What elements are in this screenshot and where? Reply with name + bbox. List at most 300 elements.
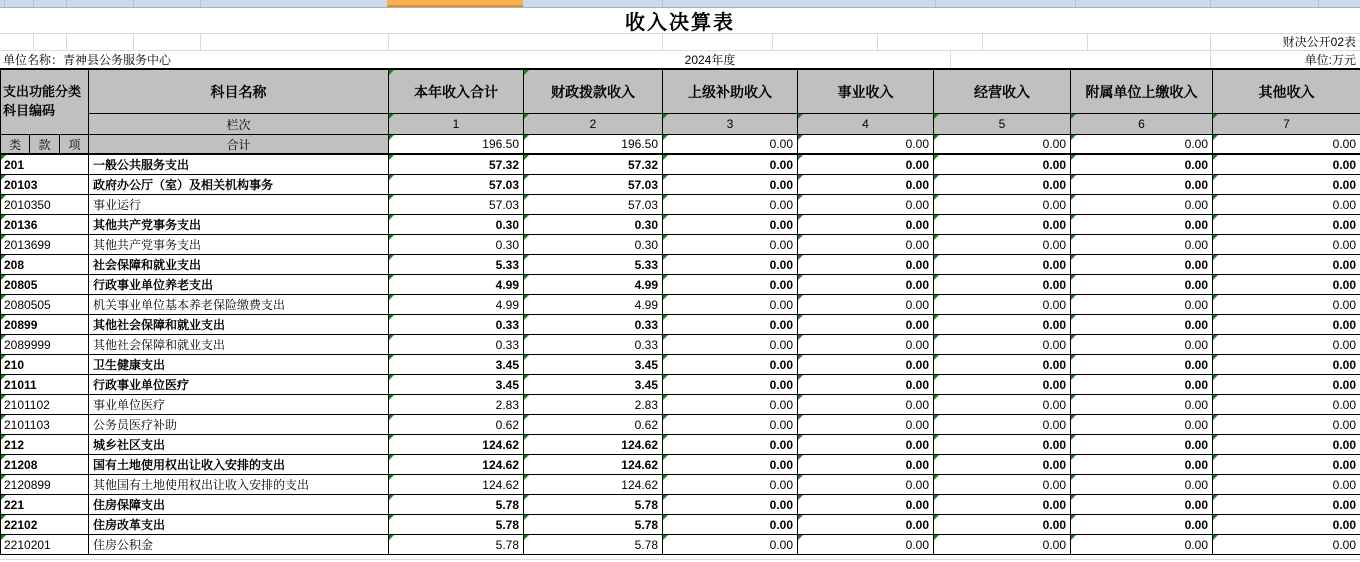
column-index-header[interactable] xyxy=(89,114,389,135)
value-cell-text: 0.00 xyxy=(905,477,929,492)
value-cell-text: 0.00 xyxy=(1184,177,1208,192)
value-cell-text: 0.62 xyxy=(495,417,519,432)
total-value-cell-text: 0.00 xyxy=(769,137,793,151)
value-cell[interactable] xyxy=(524,295,663,315)
row-name-cell[interactable] xyxy=(89,375,389,395)
value-cell[interactable] xyxy=(663,255,798,275)
row-code-cell[interactable] xyxy=(1,535,89,555)
error-indicator-triangle xyxy=(1,495,6,500)
error-indicator-triangle xyxy=(1071,175,1076,180)
code-sub-header-kuan[interactable]: 款 xyxy=(30,135,60,153)
total-value-cell[interactable] xyxy=(663,135,798,155)
value-cell[interactable] xyxy=(934,255,1071,275)
value-cell-text: 0.00 xyxy=(905,537,929,552)
value-cell-text: 124.62 xyxy=(482,437,519,452)
total-value-cell[interactable] xyxy=(1071,135,1213,155)
col-index-cell[interactable] xyxy=(934,114,1071,135)
col-header-business-income[interactable] xyxy=(798,70,934,114)
value-cell-text: 0.00 xyxy=(1042,497,1066,512)
value-cell[interactable] xyxy=(663,475,798,495)
value-cell-text: 0.00 xyxy=(1042,297,1066,312)
error-indicator-triangle xyxy=(1,435,6,440)
value-cell[interactable] xyxy=(798,295,934,315)
value-cell[interactable] xyxy=(1071,395,1213,415)
error-indicator-triangle xyxy=(1071,155,1076,160)
value-cell[interactable] xyxy=(524,475,663,495)
value-cell-text: 0.00 xyxy=(905,517,929,532)
row-name-cell[interactable] xyxy=(89,315,389,335)
value-cell[interactable] xyxy=(1213,155,1360,175)
value-cell[interactable] xyxy=(524,355,663,375)
value-cell-text: 0.00 xyxy=(905,417,929,432)
value-cell-text: 5.78 xyxy=(634,537,658,552)
row-name-cell-text: 其他共产党事务支出 xyxy=(93,218,202,232)
value-cell[interactable] xyxy=(1213,215,1360,235)
value-cell[interactable] xyxy=(1071,415,1213,435)
total-row-label-cell[interactable] xyxy=(89,135,389,155)
row-code-cell[interactable] xyxy=(1,375,89,395)
row-name-cell[interactable] xyxy=(89,275,389,295)
error-indicator-triangle xyxy=(934,215,939,220)
error-indicator-triangle xyxy=(1,455,6,460)
value-cell-text: 0.00 xyxy=(1332,237,1356,252)
value-cell[interactable] xyxy=(934,155,1071,175)
value-cell[interactable] xyxy=(524,255,663,275)
value-cell[interactable] xyxy=(389,175,524,195)
selected-column-highlight[interactable] xyxy=(387,0,523,7)
value-cell[interactable] xyxy=(798,515,934,535)
value-cell[interactable] xyxy=(1071,155,1213,175)
value-cell-text: 0.00 xyxy=(1042,357,1066,372)
value-cell[interactable] xyxy=(524,455,663,475)
error-indicator-triangle xyxy=(934,295,939,300)
col-index-cell[interactable] xyxy=(1213,114,1360,135)
row-name-cell[interactable] xyxy=(89,535,389,555)
value-cell-text: 5.33 xyxy=(495,257,519,272)
value-cell[interactable] xyxy=(1213,195,1360,215)
error-indicator-triangle xyxy=(663,335,668,340)
row-name-cell[interactable] xyxy=(89,195,389,215)
value-cell[interactable] xyxy=(524,495,663,515)
subject-name-header[interactable] xyxy=(89,70,389,114)
value-cell[interactable] xyxy=(934,175,1071,195)
total-value-cell-text: 196.50 xyxy=(621,137,658,151)
value-cell[interactable] xyxy=(934,375,1071,395)
currency-unit-cell[interactable] xyxy=(1305,50,1356,68)
value-cell[interactable] xyxy=(1213,415,1360,435)
value-cell[interactable] xyxy=(524,315,663,335)
row-code-cell[interactable] xyxy=(1,495,89,515)
error-indicator-triangle xyxy=(663,395,668,400)
report-title-cell[interactable] xyxy=(0,7,1360,33)
value-cell[interactable] xyxy=(389,375,524,395)
value-cell-text: 0.00 xyxy=(1042,417,1066,432)
row-name-cell[interactable] xyxy=(89,215,389,235)
total-value-cell[interactable] xyxy=(524,135,663,155)
col-index-cell[interactable] xyxy=(524,114,663,135)
value-cell-text: 0.00 xyxy=(769,437,793,452)
value-cell-text: 0.00 xyxy=(769,497,793,512)
row-code-cell[interactable] xyxy=(1,235,89,255)
value-cell[interactable] xyxy=(798,355,934,375)
error-indicator-triangle xyxy=(389,415,394,420)
value-cell-text: 4.99 xyxy=(634,277,658,292)
row-name-cell[interactable] xyxy=(89,455,389,475)
error-indicator-triangle xyxy=(389,475,394,480)
value-cell-text: 0.00 xyxy=(905,197,929,212)
value-cell-text: 0.00 xyxy=(1332,457,1356,472)
total-value-cell-text: 0.00 xyxy=(1042,137,1066,151)
value-cell[interactable] xyxy=(934,195,1071,215)
total-value-cell[interactable] xyxy=(1213,135,1360,155)
value-cell[interactable] xyxy=(1071,295,1213,315)
value-cell[interactable] xyxy=(1213,355,1360,375)
value-cell[interactable] xyxy=(1071,455,1213,475)
value-cell[interactable] xyxy=(934,435,1071,455)
error-indicator-triangle xyxy=(798,195,803,200)
value-cell[interactable] xyxy=(798,275,934,295)
col-index-cell[interactable] xyxy=(389,114,524,135)
value-cell-text: 0.00 xyxy=(1042,377,1066,392)
value-cell[interactable] xyxy=(798,535,934,555)
value-cell[interactable] xyxy=(389,155,524,175)
row-code-cell[interactable] xyxy=(1,195,89,215)
value-cell[interactable] xyxy=(934,415,1071,435)
value-cell[interactable] xyxy=(524,215,663,235)
row-code-cell[interactable] xyxy=(1,395,89,415)
error-indicator-triangle xyxy=(663,455,668,460)
value-cell[interactable] xyxy=(798,255,934,275)
fiscal-year-cell[interactable] xyxy=(388,50,1032,68)
value-cell[interactable] xyxy=(1213,375,1360,395)
strip-gridline xyxy=(1318,0,1319,7)
col-header-affiliated-unit-income[interactable] xyxy=(1071,70,1213,114)
row-code-cell[interactable] xyxy=(1,335,89,355)
value-cell[interactable] xyxy=(1213,395,1360,415)
value-cell[interactable] xyxy=(389,495,524,515)
error-indicator-triangle xyxy=(663,475,668,480)
col-index-cell[interactable] xyxy=(798,114,934,135)
value-cell[interactable] xyxy=(524,435,663,455)
error-indicator-triangle xyxy=(1213,415,1218,420)
value-cell[interactable] xyxy=(389,215,524,235)
value-cell[interactable] xyxy=(389,335,524,355)
value-cell[interactable] xyxy=(934,395,1071,415)
unit-name-cell[interactable] xyxy=(3,50,171,68)
value-cell[interactable] xyxy=(934,535,1071,555)
value-cell[interactable] xyxy=(524,535,663,555)
value-cell[interactable] xyxy=(798,335,934,355)
col-index-cell[interactable] xyxy=(663,114,798,135)
row-code-cell[interactable] xyxy=(1,355,89,375)
value-cell-text: 0.00 xyxy=(1332,377,1356,392)
error-indicator-triangle xyxy=(798,415,803,420)
row-name-cell[interactable] xyxy=(89,355,389,375)
row-code-cell[interactable] xyxy=(1,295,89,315)
error-indicator-triangle xyxy=(663,315,668,320)
value-cell[interactable] xyxy=(524,335,663,355)
value-cell[interactable] xyxy=(524,235,663,255)
value-cell-text: 0.00 xyxy=(905,157,929,172)
row-code-cell-text: 210 xyxy=(4,357,25,372)
value-cell-text: 124.62 xyxy=(621,457,658,472)
value-cell[interactable] xyxy=(1071,495,1213,515)
row-code-cell[interactable] xyxy=(1,155,89,175)
row-name-cell[interactable] xyxy=(89,495,389,515)
value-cell[interactable] xyxy=(1213,275,1360,295)
total-value-cell[interactable] xyxy=(934,135,1071,155)
report-title: 收入决算表 xyxy=(625,11,735,34)
value-cell[interactable] xyxy=(389,255,524,275)
value-cell[interactable] xyxy=(798,455,934,475)
error-indicator-triangle xyxy=(1071,114,1076,119)
value-cell[interactable] xyxy=(1071,515,1213,535)
value-cell[interactable] xyxy=(1071,215,1213,235)
value-cell[interactable] xyxy=(934,275,1071,295)
row-name-cell[interactable] xyxy=(89,435,389,455)
row-name-cell[interactable] xyxy=(89,295,389,315)
error-indicator-triangle xyxy=(1,295,6,300)
value-cell[interactable] xyxy=(1213,495,1360,515)
value-cell[interactable] xyxy=(663,335,798,355)
value-cell[interactable] xyxy=(389,235,524,255)
value-cell[interactable] xyxy=(934,215,1071,235)
row-code-cell[interactable] xyxy=(1,175,89,195)
row-code-cell[interactable] xyxy=(1,255,89,275)
value-cell[interactable] xyxy=(798,315,934,335)
value-cell[interactable] xyxy=(1071,315,1213,335)
col-header-operating-income[interactable] xyxy=(934,70,1071,114)
value-cell[interactable] xyxy=(1071,375,1213,395)
value-cell[interactable] xyxy=(389,535,524,555)
value-cell[interactable] xyxy=(1071,475,1213,495)
value-cell[interactable] xyxy=(389,355,524,375)
value-cell[interactable] xyxy=(934,315,1071,335)
error-indicator-triangle xyxy=(934,255,939,260)
value-cell[interactable] xyxy=(798,155,934,175)
col-header-total-income[interactable] xyxy=(389,70,524,114)
row-name-cell[interactable] xyxy=(89,335,389,355)
value-cell[interactable] xyxy=(663,395,798,415)
value-cell[interactable] xyxy=(663,195,798,215)
value-cell[interactable] xyxy=(524,515,663,535)
total-value-cell[interactable] xyxy=(798,135,934,155)
value-cell[interactable] xyxy=(934,295,1071,315)
value-cell[interactable] xyxy=(389,435,524,455)
value-cell[interactable] xyxy=(663,175,798,195)
row-code-cell[interactable] xyxy=(1,515,89,535)
row-code-cell[interactable] xyxy=(1,275,89,295)
row-code-cell[interactable] xyxy=(1,435,89,455)
value-cell[interactable] xyxy=(798,195,934,215)
value-cell[interactable] xyxy=(1071,335,1213,355)
value-cell-text: 0.00 xyxy=(769,337,793,352)
strip-gridline xyxy=(4,0,5,7)
row-name-cell[interactable] xyxy=(89,395,389,415)
value-cell[interactable] xyxy=(1071,235,1213,255)
value-cell[interactable] xyxy=(1213,535,1360,555)
total-value-cell-text: 0.00 xyxy=(1332,137,1356,151)
value-cell[interactable] xyxy=(934,495,1071,515)
value-cell[interactable] xyxy=(1071,195,1213,215)
error-indicator-triangle xyxy=(1213,315,1218,320)
value-cell[interactable] xyxy=(934,335,1071,355)
value-cell[interactable] xyxy=(663,515,798,535)
row-code-cell[interactable] xyxy=(1,315,89,335)
value-cell-text: 0.00 xyxy=(1184,537,1208,552)
value-cell[interactable] xyxy=(1213,475,1360,495)
col-header-fiscal-appropriation[interactable] xyxy=(524,70,663,114)
error-indicator-triangle xyxy=(524,295,529,300)
value-cell[interactable] xyxy=(663,375,798,395)
total-value-cell[interactable] xyxy=(389,135,524,155)
value-cell[interactable] xyxy=(663,435,798,455)
value-cell[interactable] xyxy=(389,315,524,335)
value-cell[interactable] xyxy=(389,195,524,215)
value-cell[interactable] xyxy=(389,295,524,315)
value-cell[interactable] xyxy=(798,435,934,455)
error-indicator-triangle xyxy=(389,515,394,520)
value-cell[interactable] xyxy=(934,235,1071,255)
value-cell[interactable] xyxy=(1213,295,1360,315)
value-cell[interactable] xyxy=(934,475,1071,495)
subject-name-header-label: 科目名称 xyxy=(210,83,267,100)
value-cell[interactable] xyxy=(389,275,524,295)
value-cell[interactable] xyxy=(663,155,798,175)
value-cell[interactable] xyxy=(663,275,798,295)
value-cell[interactable] xyxy=(663,215,798,235)
value-cell[interactable] xyxy=(524,275,663,295)
value-cell-text: 0.30 xyxy=(634,217,658,232)
value-cell[interactable] xyxy=(389,415,524,435)
value-cell[interactable] xyxy=(798,375,934,395)
value-cell-text: 0.00 xyxy=(1332,357,1356,372)
value-cell[interactable] xyxy=(524,155,663,175)
value-cell[interactable] xyxy=(1071,275,1213,295)
error-indicator-triangle xyxy=(1213,255,1218,260)
error-indicator-triangle xyxy=(934,515,939,520)
value-cell[interactable] xyxy=(524,395,663,415)
value-cell-text: 2.83 xyxy=(634,397,658,412)
error-indicator-triangle xyxy=(798,455,803,460)
col-index-cell[interactable] xyxy=(1071,114,1213,135)
value-cell[interactable] xyxy=(798,475,934,495)
value-cell[interactable] xyxy=(389,455,524,475)
value-cell[interactable] xyxy=(1071,535,1213,555)
error-indicator-triangle xyxy=(1213,295,1218,300)
row-name-cell[interactable] xyxy=(89,235,389,255)
value-cell[interactable] xyxy=(524,195,663,215)
value-cell[interactable] xyxy=(798,175,934,195)
doc-number-cell[interactable] xyxy=(0,33,1360,50)
row-code-cell-text: 20899 xyxy=(4,317,38,332)
value-cell-text: 0.00 xyxy=(769,317,793,332)
code-column-header[interactable] xyxy=(1,70,89,135)
row-name-cell[interactable] xyxy=(89,475,389,495)
value-cell[interactable] xyxy=(798,415,934,435)
value-cell[interactable] xyxy=(663,495,798,515)
col-header-other-income[interactable] xyxy=(1213,70,1360,114)
value-cell[interactable] xyxy=(798,235,934,255)
row-code-cell[interactable] xyxy=(1,215,89,235)
error-indicator-triangle xyxy=(1213,155,1218,160)
error-indicator-triangle xyxy=(1,235,6,240)
value-cell-text: 0.00 xyxy=(769,297,793,312)
value-cell-text: 57.03 xyxy=(488,197,519,212)
value-cell[interactable] xyxy=(524,175,663,195)
error-indicator-triangle xyxy=(1213,135,1218,140)
value-cell[interactable] xyxy=(524,415,663,435)
error-indicator-triangle xyxy=(524,475,529,480)
row-name-cell[interactable] xyxy=(89,515,389,535)
row-code-cell[interactable] xyxy=(1,475,89,495)
value-cell[interactable] xyxy=(1071,175,1213,195)
row-name-cell-text: 公务员医疗补助 xyxy=(93,418,178,432)
value-cell-text: 0.00 xyxy=(769,377,793,392)
row-code-cell[interactable] xyxy=(1,455,89,475)
value-cell[interactable] xyxy=(1213,455,1360,475)
row-code-cell[interactable] xyxy=(1,415,89,435)
value-cell[interactable] xyxy=(663,455,798,475)
value-cell[interactable] xyxy=(663,235,798,255)
value-cell[interactable] xyxy=(389,475,524,495)
value-cell[interactable] xyxy=(1071,255,1213,275)
row-name-cell[interactable] xyxy=(89,255,389,275)
value-cell-text: 0.00 xyxy=(1042,277,1066,292)
value-cell[interactable] xyxy=(798,395,934,415)
value-cell[interactable] xyxy=(1213,335,1360,355)
code-sub-header-xiang[interactable]: 项 xyxy=(68,137,81,152)
value-cell-text: 0.00 xyxy=(1332,217,1356,232)
value-cell[interactable] xyxy=(934,515,1071,535)
row-name-cell[interactable] xyxy=(89,155,389,175)
error-indicator-triangle xyxy=(524,395,529,400)
value-cell[interactable] xyxy=(524,375,663,395)
value-cell[interactable] xyxy=(1213,175,1360,195)
error-indicator-triangle xyxy=(1213,495,1218,500)
error-indicator-triangle xyxy=(1,255,6,260)
value-cell[interactable] xyxy=(663,535,798,555)
value-cell[interactable] xyxy=(663,315,798,335)
value-cell[interactable] xyxy=(1071,435,1213,455)
value-cell[interactable] xyxy=(1213,515,1360,535)
error-indicator-triangle xyxy=(934,395,939,400)
value-cell[interactable] xyxy=(1213,315,1360,335)
row-name-cell[interactable] xyxy=(89,175,389,195)
value-cell[interactable] xyxy=(1213,235,1360,255)
row-code-cell-text: 221 xyxy=(4,497,25,512)
value-cell[interactable] xyxy=(1213,255,1360,275)
value-cell[interactable] xyxy=(798,495,934,515)
value-cell[interactable] xyxy=(934,355,1071,375)
code-sub-header-lei[interactable]: 类 xyxy=(1,135,30,153)
col-header-superior-subsidy[interactable] xyxy=(663,70,798,114)
value-cell[interactable] xyxy=(798,215,934,235)
value-cell[interactable] xyxy=(1071,355,1213,375)
value-cell[interactable] xyxy=(663,415,798,435)
value-cell[interactable] xyxy=(934,455,1071,475)
value-cell[interactable] xyxy=(663,355,798,375)
value-cell[interactable] xyxy=(1213,435,1360,455)
value-cell[interactable] xyxy=(389,515,524,535)
error-indicator-triangle xyxy=(524,135,529,140)
error-indicator-triangle xyxy=(524,275,529,280)
row-name-cell-text: 卫生健康支出 xyxy=(93,358,166,372)
row-name-cell[interactable] xyxy=(89,415,389,435)
value-cell[interactable] xyxy=(389,395,524,415)
value-cell[interactable] xyxy=(663,295,798,315)
value-cell-text: 3.45 xyxy=(495,377,519,392)
